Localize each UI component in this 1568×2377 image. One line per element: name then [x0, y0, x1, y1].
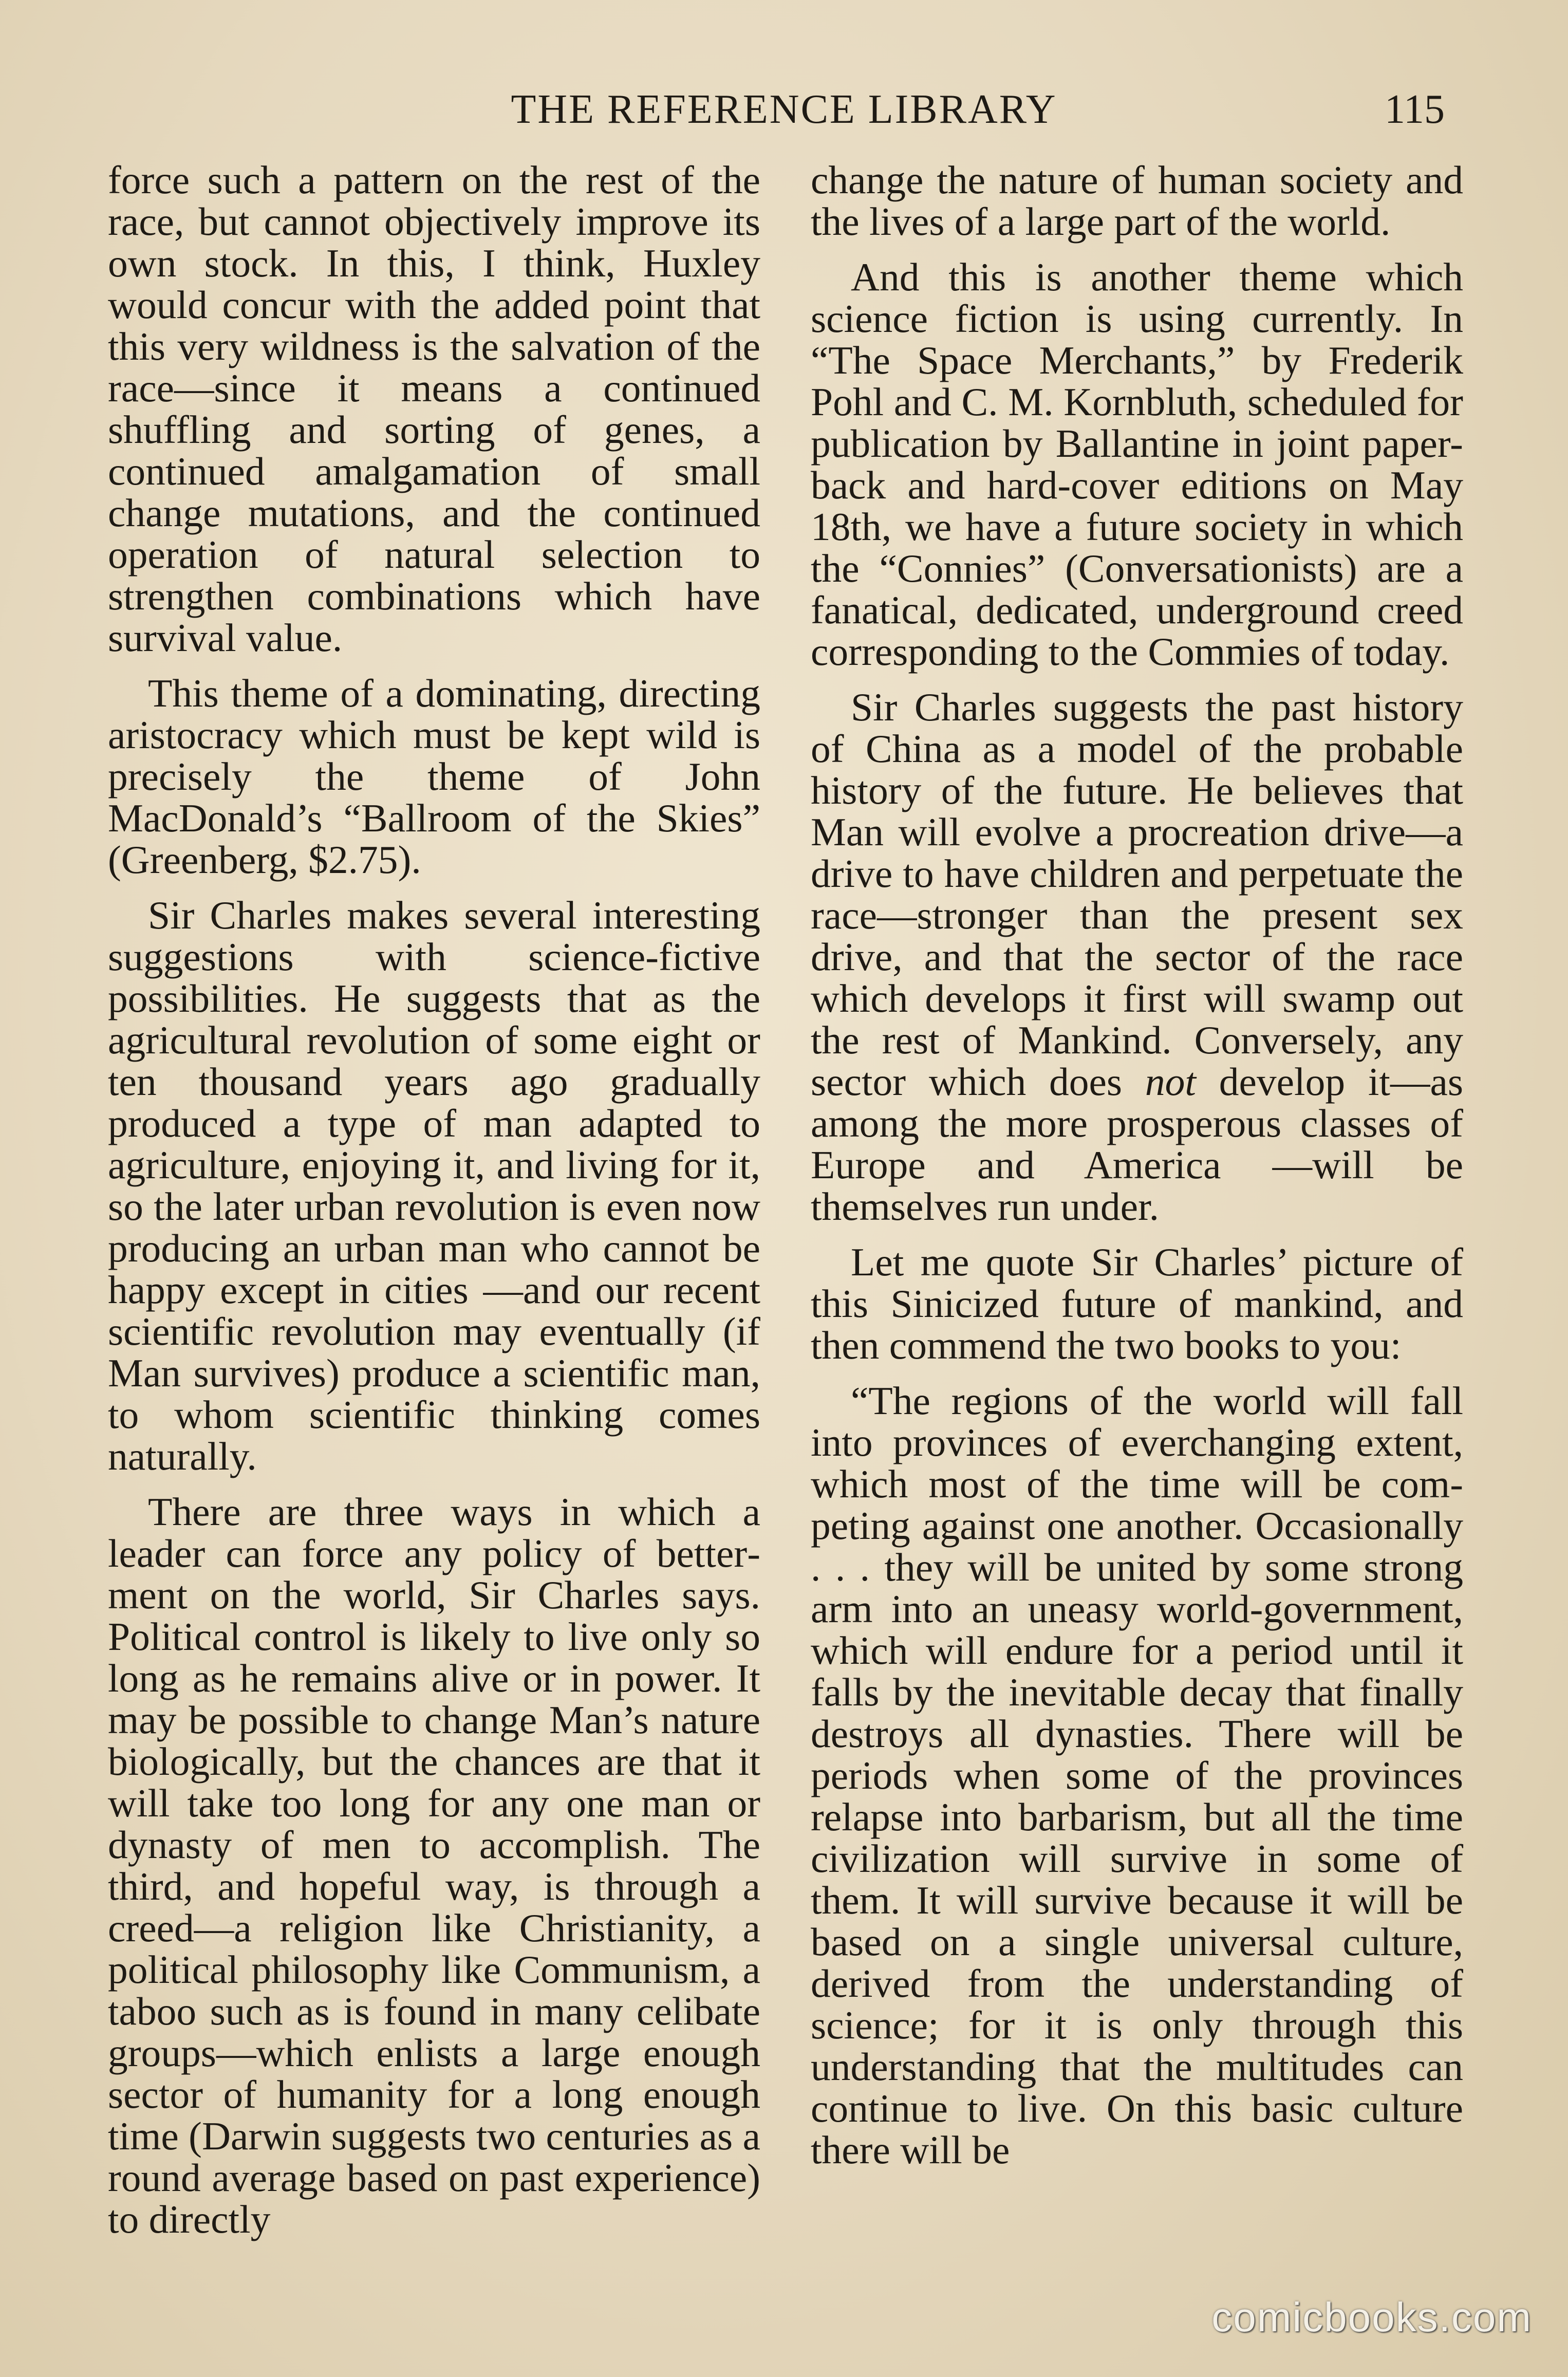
paragraph-text: develop it—as among the more prosperous classes of Europe and America —will be themselves run under.	[811, 1060, 1463, 1229]
paragraph: change the nature of human society and the lives of a large part of the world.	[811, 158, 1463, 244]
paragraph: There are three ways in which a leader can force any policy of betterment on the world, Sir Charles says. Political control is likely to live only so long as he remains alive or in power. It may be possible to change Man’s nature biologically, but the chances are that it will take too long for any one man or dynasty of men to accomplish. The third, and hopeful way, is through a creed—a religion like Christianity, a political philosophy like Communism, a taboo such as is found in many celibate groups—which enlists a large enough sector of humanity for a long enough time (Darwin suggests two centuries as a round average based on past experience) to directly	[108, 1490, 760, 2241]
emphasis-text: not	[1145, 1060, 1196, 1104]
page-number: 115	[1384, 87, 1445, 132]
paragraph: This theme of a dominating, directing aristocracy which must be kept wild is precisely the theme of John MacDonald’s “Ballroom of the Skies” (Greenberg, $2.75).	[108, 671, 760, 882]
left-column	[108, 159, 760, 2254]
paragraph: Sir Charles makes several interesting suggestions with science-fictive possibilities. He suggests that as the agricultural revolution of some eight or ten thousand years ago gradually produced a type of man adapted to agriculture, enjoying it, and living for it, so the later urban revolution is even now producing an urban man who cannot be happy except in cities —and our recent scientific revolution may eventually (if Man survives) produce a scientific man, to whom scientific thinking comes naturally.	[108, 893, 760, 1478]
paragraph	[811, 686, 1463, 1228]
paragraph-text: Sir Charles suggests the past history of China as a model of the probable history of the future. He believes that Man will evolve a procreation drive—a drive to have children and perpetuate the race—stronger than the present sex drive, and that the sector of the race which develops it first will swamp out the rest of Mankind. Conversely, any sector which does	[811, 685, 1463, 1104]
running-head: THE REFERENCE LIBRARY	[511, 87, 1057, 132]
quotation-paragraph: “The regions of the world will fall into provinces of everchanging extent, which most of the time will be competing against one another. Occasionally . . . they will be united by some strong arm into an uneasy world-government, which will endure for a period until it falls by the inevitable decay that finally destroys all dynasties. There will be periods when some of the provinces relapse into barbarism, but all the time civilization will survive in some of them. It will survive because it will be based on a single universal culture, derived from the understanding of science; for it is only through this understanding that the multitudes can continue to live. On this basic culture there will be	[811, 1379, 1463, 2172]
paragraph: Let me quote Sir Charles’ picture of this Sinicized future of mankind, and then commend the two books to you:	[811, 1240, 1463, 1367]
paragraph: And this is another theme which science fiction is using currently. In “The Space Merchants,” by Frederik Pohl and C. M. Kornbluth, scheduled for publication by Ballantine in joint paper-back and hard-cover editions on May 18th, we have a future society in which the “Connies” (Conversationists) are a fanatical, dedicated, underground creed corresponding to the Commies of today.	[811, 255, 1463, 674]
watermark: comicbooks.com	[1211, 2294, 1532, 2340]
paragraph: force such a pattern on the rest of the race, but cannot objectively improve its own stock. In this, I think, Huxley would concur with the added point that this very wildness is the salvation of the race—since it means a continued shuffling and sorting of genes, a continued amalgamation of small change mutations, and the continued operation of natural selection to strengthen combinations which have survival value.	[108, 158, 760, 660]
right-column	[811, 159, 1463, 2185]
page-header	[103, 86, 1465, 143]
